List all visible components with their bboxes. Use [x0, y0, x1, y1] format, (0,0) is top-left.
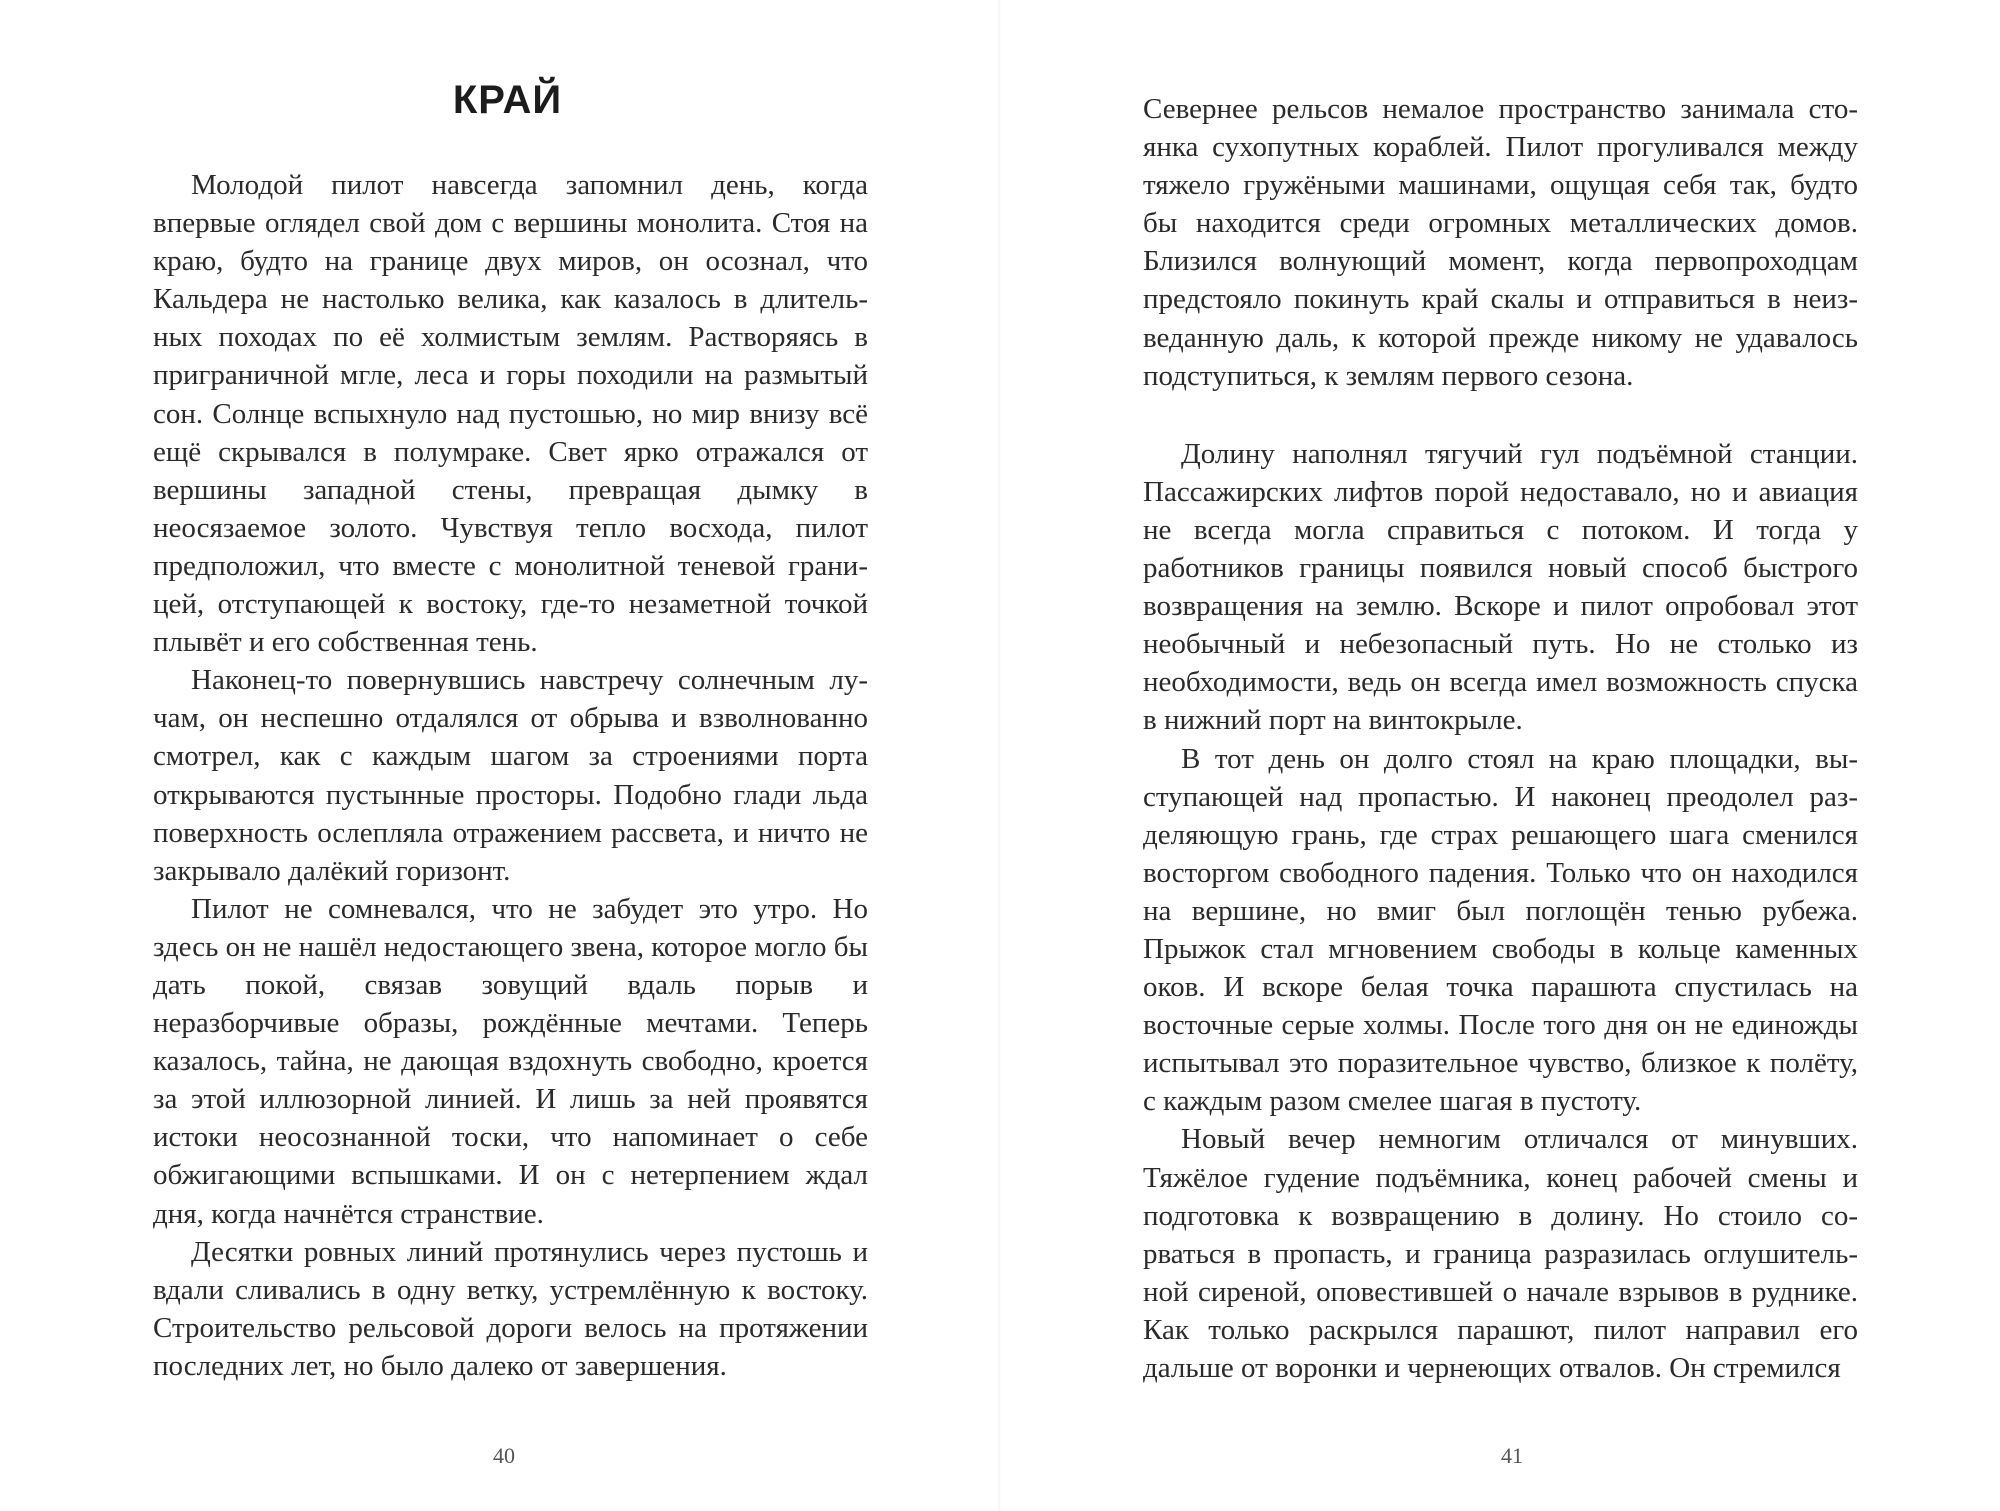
- paragraph: Десятки ровных линий протянулись через пустошь и вдали сливались в одну ветку, устремлённую к востоку. Строительство рельсовой дороги велось на протяжении последних лет, но было далеко от завершения.: [153, 1235, 868, 1382]
- left-page-body: [153, 166, 868, 1385]
- paragraph: Севернее рельсов немалое пространство занимала стоянка сухопутных кораблей. Пилот прогуливался между тяжело гружёными машинами, ощущая себя так, будто бы находится среди огромных металлических домов. Близился волнующий момент, когда первопроходцам предстояло покинуть край скалы и отправиться в неизведанную даль, к которой прежде никому не удавалось подступиться, к землям первого сезона.: [1143, 93, 1858, 392]
- paragraph: В тот день он долго стоял на краю площадки, выступающей над пропастью. И наконец преодолел разделяющую грань, где страх решающего шага сменился восторгом свободного падения. Только что он находился на вершине, но вмиг был поглощён тенью рубежа. Прыжок стал мгновением свободы в кольце каменных оков. И вскоре белая точка парашюта спустилась на восточные серые холмы. После того дня он не единожды испытывал это поразительное чувство, близкое к полёту, с каждым разом смелее шагая в пустоту.: [1143, 742, 1858, 1118]
- paragraph: Наконец-то повернувшись навстречу солнечным лучам, он неспешно отдалялся от обрыва и взволнованно смотрел, как с каждым шагом за строениями порта открываются пустынные просторы. Подобно глади льда поверхность ослепляла отражением рассвета, и ничто не закрывало далёкий горизонт.: [153, 664, 868, 887]
- page-number-right: 41: [1501, 1443, 1523, 1468]
- paragraph: Долину наполнял тягучий гул подъёмной станции. Пассажирских лифтов порой недоставало, но и авиация не всегда могла справиться с потоком. И тогда у работников границы появился новый способ быстрого возвращения на землю. Вскоре и пилот опробовал этот необычный и небезопасный путь. Но не столько из необходимости, ведь он всегда имел возможность спуска в нижний порт на винтокрыле.: [1143, 437, 1858, 737]
- paragraph: Новый вечер немногим отличался от минувших. Тяжёлое гудение подъёмника, конец рабочей смены и подготовка к возвращению в долину. Но стоило сорваться в пропасть, и граница разразилась оглушительной сиреной, оповестившей о начале взрывов в руднике. Как только раскрылся парашют, пилот направил его дальше от воронки и чернеющих отвалов. Он стремился: [1143, 1123, 1858, 1384]
- chapter-title: КРАЙ: [452, 78, 563, 122]
- right-page-body: [1143, 90, 1858, 1387]
- page-number-left: 40: [493, 1443, 515, 1468]
- section-break: [1143, 395, 1858, 435]
- paragraph: Молодой пилот навсегда запомнил день, когда впервые оглядел свой дом с вершины монолита. Стоя на краю, будто на границе двух миров, он осознал, что Кальдера не настолько велика, как казалось в длительных походах по её холмистым землям. Растворяясь в приграничной мгле, леса и горы походили на размытый сон. Солнце вспыхнуло над пустошью, но мир внизу всё ещё скрывался в полумраке. Свет ярко отражался от вершины западной стены, превращая дымку в неосязаемое золото. Чувствуя тепло восхода, пилот предположил, что вместе с монолитной теневой границей, отступающей к востоку, где-то незаметной точкой плывёт и его собственная тень.: [153, 169, 868, 659]
- paragraph: Пилот не сомневался, что не забудет это утро. Но здесь он не нашёл недостающего звена, которое могло бы дать покой, связав зовущий вдаль порыв и неразборчивые образы, рождённые мечтами. Теперь казалось, тайна, не дающая вздохнуть свободно, кроется за этой иллюзорной линией. И лишь за ней проявятся истоки неосознанной тоски, что напоминает о себе обжигающими вспышками. И он с нетерпением ждал дня, когда начнётся странствие.: [153, 892, 868, 1230]
